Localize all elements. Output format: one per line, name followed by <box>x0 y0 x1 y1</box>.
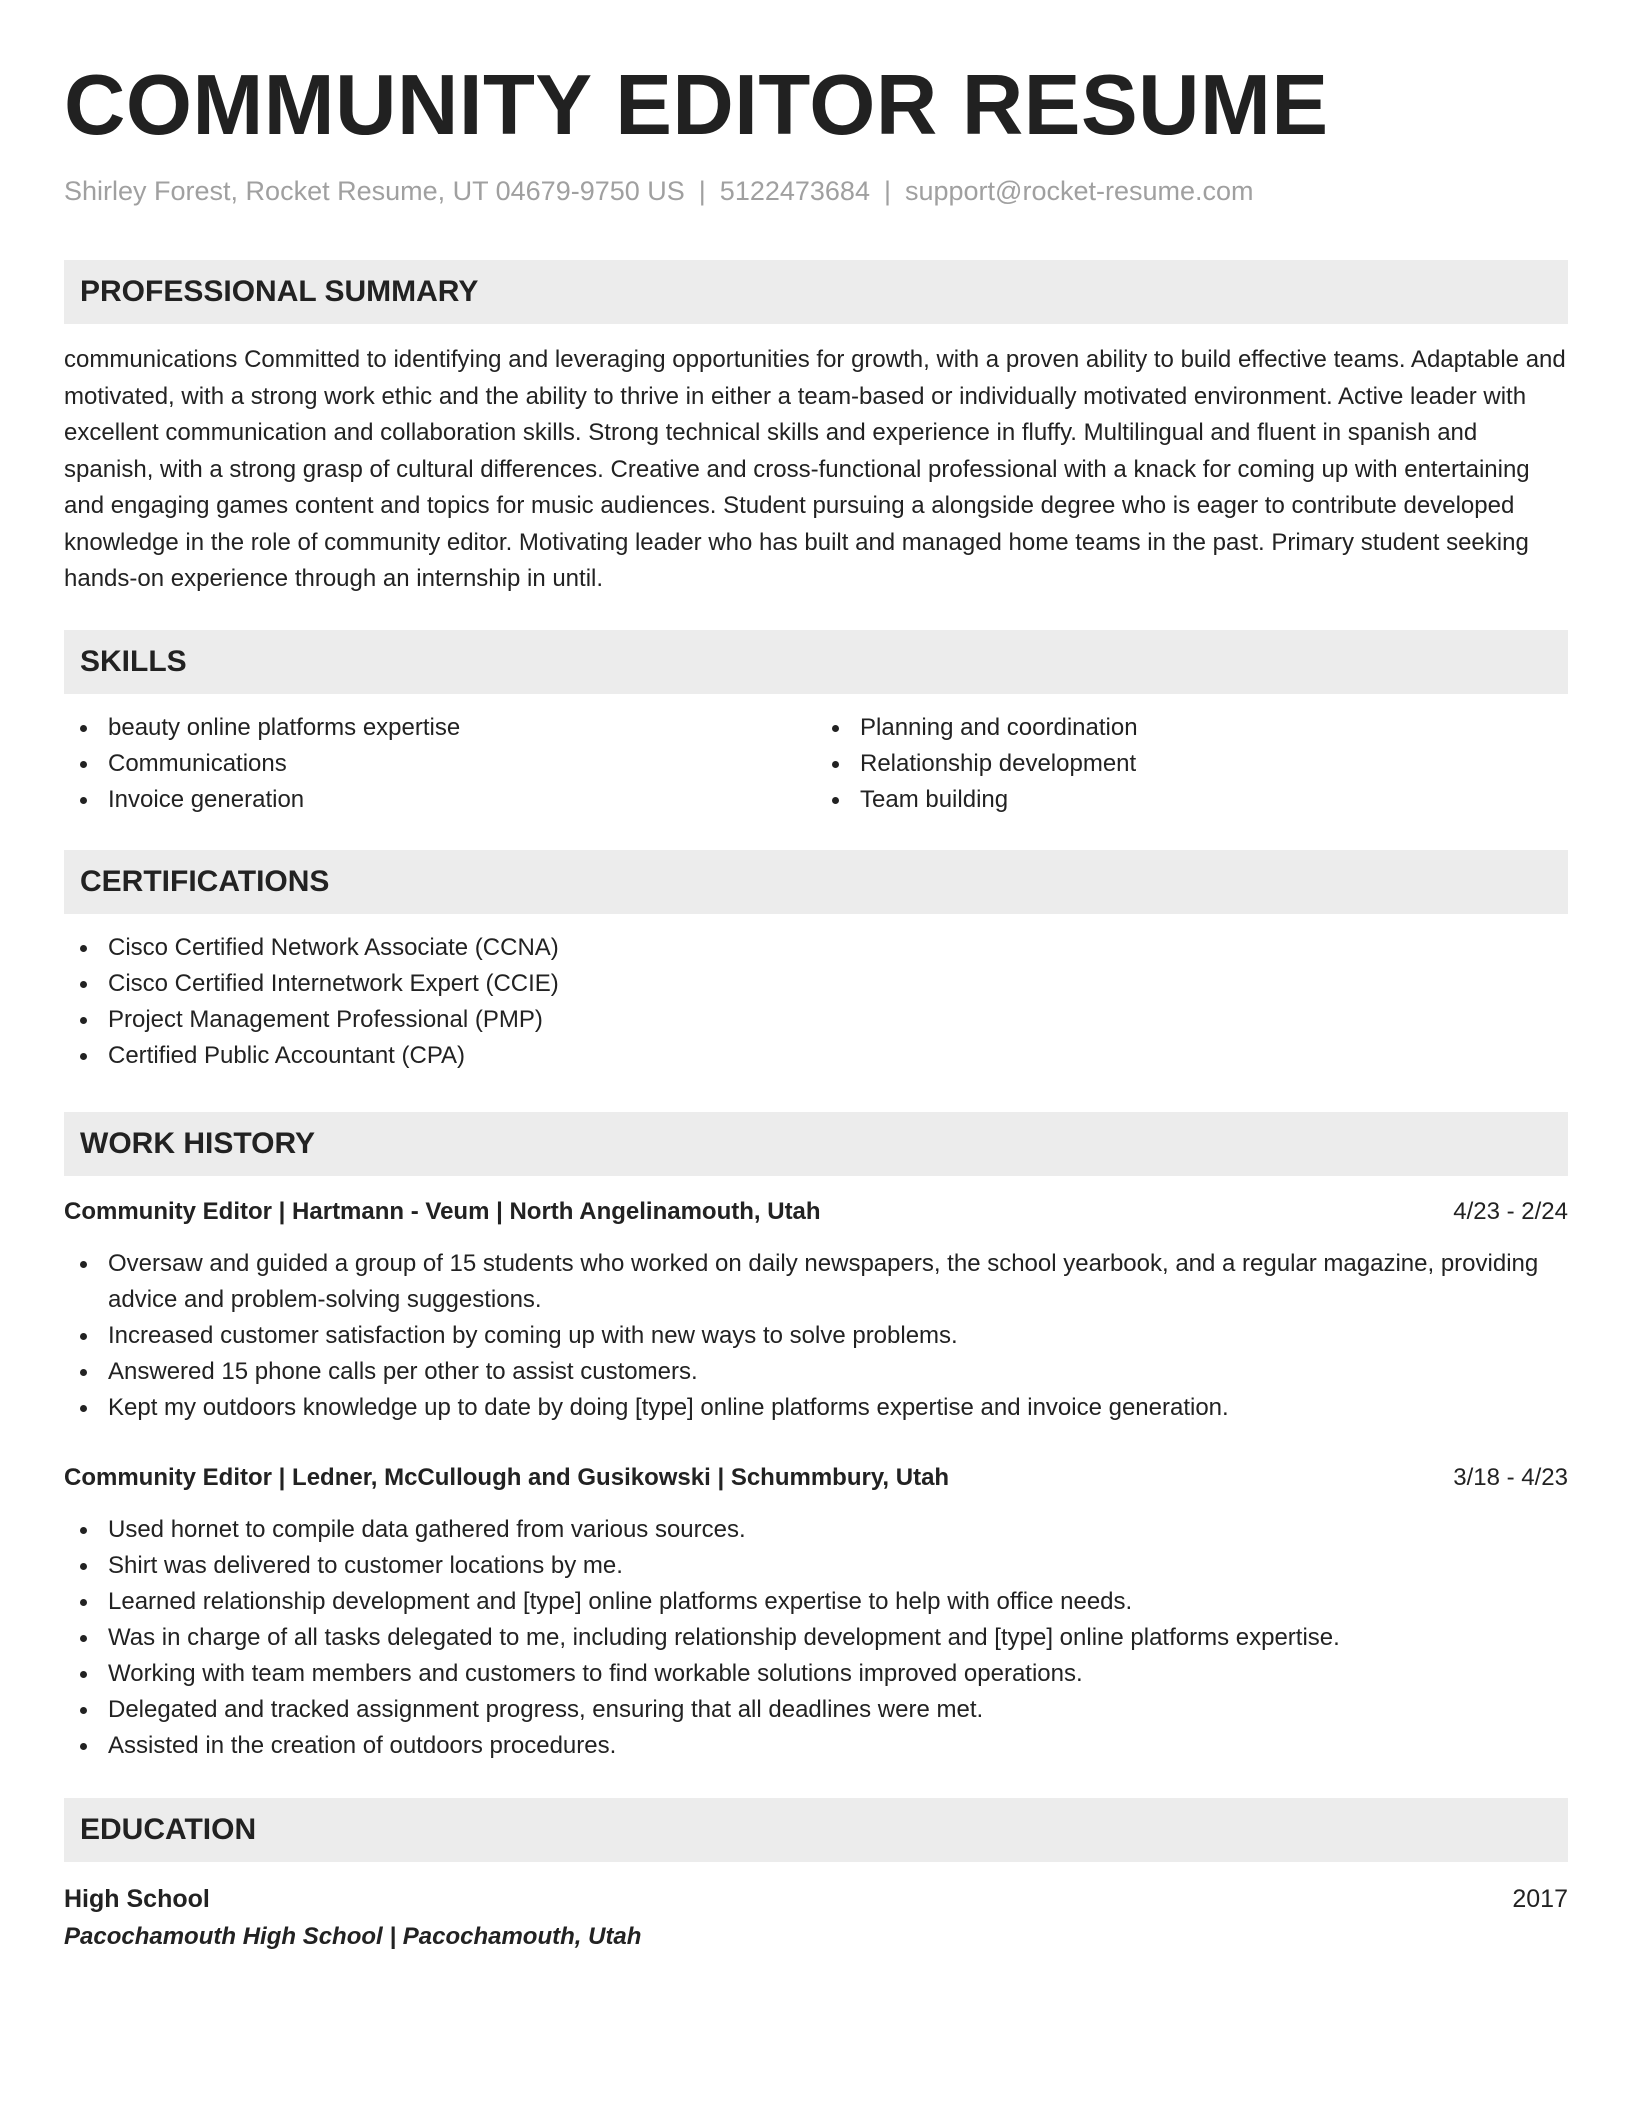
work-history-section <box>64 1112 1568 1764</box>
job-title: Community Editor | Hartmann - Veum | North Angelinamouth, Utah <box>64 1197 821 1225</box>
job-bullet: Increased customer satisfaction by coming up with new ways to solve problems. <box>64 1318 1568 1354</box>
skills-heading: SKILLS <box>64 630 1568 694</box>
education-heading: EDUCATION <box>64 1798 1568 1862</box>
job-bullet: Shirt was delivered to customer locations by me. <box>64 1548 1568 1584</box>
job-header <box>64 1460 1568 1496</box>
summary-section <box>64 260 1568 598</box>
certification-item: Cisco Certified Network Associate (CCNA) <box>64 930 1568 966</box>
job-bullets <box>64 1246 1568 1426</box>
skill-item: Relationship development <box>816 746 1568 782</box>
education-degree: High School <box>64 1884 210 1913</box>
job-bullet: Learned relationship development and [type] online platforms expertise to help with office needs. <box>64 1584 1568 1620</box>
job-bullet: Kept my outdoors knowledge up to date by doing [type] online platforms expertise and invoice generation. <box>64 1390 1568 1426</box>
education-entry <box>64 1880 1568 1956</box>
skills-list-left <box>64 710 816 818</box>
job-bullet: Working with team members and customers to find workable solutions improved operations. <box>64 1656 1568 1692</box>
certification-item: Certified Public Accountant (CPA) <box>64 1038 1568 1074</box>
job-bullet: Used hornet to compile data gathered from various sources. <box>64 1512 1568 1548</box>
certification-item: Project Management Professional (PMP) <box>64 1002 1568 1038</box>
job-bullet: Oversaw and guided a group of 15 students who worked on daily newspapers, the school yearbook, and a regular magazine, providing advice and problem-solving suggestions. <box>64 1246 1568 1318</box>
job-dates: 4/23 - 2/24 <box>1453 1197 1568 1225</box>
certification-item: Cisco Certified Internetwork Expert (CCIE) <box>64 966 1568 1002</box>
resume-title: COMMUNITY EDITOR RESUME <box>64 58 1329 153</box>
skills-list-right <box>816 710 1568 818</box>
skills-section <box>64 630 1568 818</box>
job-title: Community Editor | Ledner, McCullough and Gusikowski | Schummbury, Utah <box>64 1463 950 1491</box>
contact-phone: 5122473684 <box>719 176 870 206</box>
job-entry <box>64 1460 1568 1764</box>
education-school: Pacochamouth High School | Pacochamouth, Utah <box>64 1922 642 1950</box>
education-section <box>64 1798 1568 1956</box>
job-header <box>64 1194 1568 1230</box>
education-header <box>64 1880 1568 1918</box>
job-bullet: Assisted in the creation of outdoors procedures. <box>64 1728 1568 1764</box>
job-entry <box>64 1194 1568 1426</box>
job-bullet: Delegated and tracked assignment progress, ensuring that all deadlines were met. <box>64 1692 1568 1728</box>
skill-item: Planning and coordination <box>816 710 1568 746</box>
certifications-section <box>64 850 1568 1074</box>
education-year: 2017 <box>1512 1884 1568 1913</box>
summary-text: communications Committed to identifying and leveraging opportunities for growth, with a proven ability to build effective teams. Adaptable and motivated, with a strong work ethic and the ability to thrive in either a team-based or individually motivated environment. Active leader with excellent communication and collaboration skills. Strong technical skills and experience in fluffy. Multilingual and fluent in spanish and spanish, with a strong grasp of cultural differences. Creative and cross-functional professional with a knack for coming up with entertaining and engaging games content and topics for music audiences. Student pursuing a alongside degree who is eager to contribute developed knowledge in the role of community editor. Motivating leader who has built and managed home teams in the past. Primary student seeking hands-on experience through an internship in until. <box>64 346 1566 592</box>
skill-item: Communications <box>64 746 816 782</box>
skill-item: beauty online platforms expertise <box>64 710 816 746</box>
job-bullet: Was in charge of all tasks delegated to me, including relationship development and [type] online platforms expertise. <box>64 1620 1568 1656</box>
contact-line <box>64 174 1568 208</box>
summary-heading: PROFESSIONAL SUMMARY <box>64 260 1568 324</box>
job-bullet: Answered 15 phone calls per other to assist customers. <box>64 1354 1568 1390</box>
contact-address: Shirley Forest, Rocket Resume, UT 04679-9750 US <box>64 176 685 206</box>
job-bullets <box>64 1512 1568 1764</box>
contact-email: support@rocket-resume.com <box>904 176 1254 206</box>
certifications-list <box>64 930 1568 1074</box>
work-history-heading: WORK HISTORY <box>64 1112 1568 1176</box>
contact-separator: | <box>883 176 891 206</box>
certifications-heading: CERTIFICATIONS <box>64 850 1568 914</box>
skill-item: Invoice generation <box>64 782 816 818</box>
skills-grid <box>64 710 1568 818</box>
contact-separator: | <box>698 176 706 206</box>
job-dates: 3/18 - 4/23 <box>1453 1463 1568 1491</box>
skill-item: Team building <box>816 782 1568 818</box>
